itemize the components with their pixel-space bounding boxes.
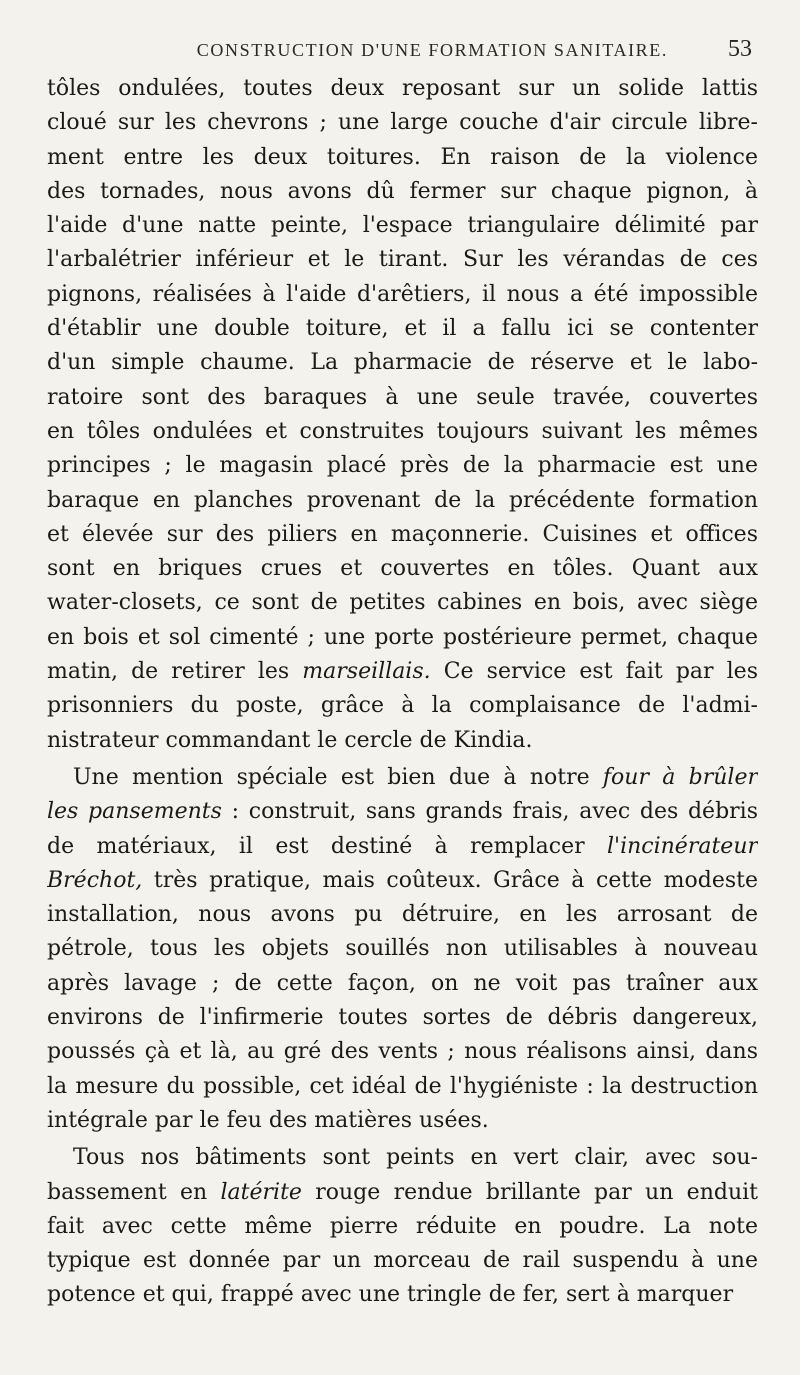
text-segment: Tous nos bâtiments sont peints en vert clair, avec sou-: [73, 1145, 758, 1171]
text-segment: typique est donnée par un morceau de rail suspendu à une: [47, 1248, 758, 1274]
text-segment: pignons, réalisées à l'aide d'arêtiers, il nous a été impossible: [47, 281, 758, 307]
text-segment: sont en briques crues et couvertes en tôles. Quant aux: [47, 556, 758, 582]
text-line: [47, 278, 758, 312]
text-line: [47, 864, 758, 898]
paragraph: [47, 72, 758, 758]
text-line: [47, 484, 758, 518]
text-line: [47, 689, 758, 723]
text-segment: intégrale par le feu des matières usées.: [47, 1107, 489, 1133]
text-line: [47, 761, 758, 795]
text-segment: en tôles ondulées et construites toujours suivant les mêmes: [47, 418, 758, 444]
text-segment: rouge rendue brillante par un enduit: [301, 1179, 758, 1205]
text-segment: l'arbalétrier inférieur et le tirant. Sur les vérandas de ces: [47, 247, 758, 273]
text-line: [47, 1104, 758, 1138]
text-segment: : construit, sans grands frais, avec des débris: [221, 799, 758, 825]
text-line: [47, 1141, 758, 1175]
text-line: [47, 655, 758, 689]
text-segment: d'établir une double toiture, et il a fallu ici se contenter: [47, 316, 758, 342]
text-segment: nistrateur commandant le cercle de Kindia.: [47, 727, 533, 753]
running-title: CONSTRUCTION D'UNE FORMATION SANITAIRE.: [196, 40, 668, 60]
text-line: [47, 381, 758, 415]
text-segment: après lavage ; de cette façon, on ne voit pas traîner aux: [47, 970, 758, 996]
text-line: [47, 932, 758, 966]
text-segment: ment entre les deux toitures. En raison de la violence: [47, 144, 758, 170]
text-line: [47, 312, 758, 346]
italic-text: Bréchot,: [47, 867, 143, 893]
text-line: [47, 518, 758, 552]
italic-text: marseillais.: [302, 659, 431, 685]
page-number: 53: [728, 36, 752, 62]
text-line: [47, 1070, 758, 1104]
text-segment: installation, nous avons pu détruire, en les arrosant de: [47, 902, 758, 928]
text-segment: très pratique, mais coûteux. Grâce à cette modeste: [142, 867, 758, 893]
text-line: [47, 724, 758, 758]
italic-text: l'incinérateur: [606, 833, 758, 859]
text-line: [47, 586, 758, 620]
text-line: [47, 415, 758, 449]
text-segment: de matériaux, il est destiné à remplacer: [47, 833, 607, 859]
paragraph: [47, 1141, 758, 1312]
text-line: [47, 552, 758, 586]
text-segment: principes ; le magasin placé près de la pharmacie est une: [47, 453, 758, 479]
text-line: [47, 621, 758, 655]
text-segment: en bois et sol cimenté ; une porte postérieure permet, chaque: [47, 624, 758, 650]
text-segment: Une mention spéciale est bien due à notre: [73, 764, 603, 790]
italic-text: four à brûler: [602, 764, 758, 790]
text-line: [47, 967, 758, 1001]
text-segment: baraque en planches provenant de la précédente formation: [47, 487, 758, 513]
text-line: [47, 346, 758, 380]
text-segment: l'aide d'une natte peinte, l'espace triangulaire délimité par: [47, 213, 758, 239]
text-segment: potence et qui, frappé avec une tringle de fer, sert à marquer: [47, 1282, 734, 1308]
text-segment: bassement en: [47, 1179, 221, 1205]
text-segment: Ce service est fait par les: [430, 659, 758, 685]
italic-text: les pansements: [47, 799, 222, 825]
text-segment: cloué sur les chevrons ; une large couche d'air circule libre-: [47, 110, 758, 136]
paragraph: [47, 761, 758, 1138]
running-head: [47, 36, 758, 70]
text-line: [47, 72, 758, 106]
text-line: [47, 175, 758, 209]
text-line: [47, 1035, 758, 1069]
text-segment: poussés çà et là, au gré des vents ; nous réalisons ainsi, dans: [47, 1039, 758, 1065]
text-line: [47, 106, 758, 140]
text-line: [47, 898, 758, 932]
text-segment: et élevée sur des piliers en maçonnerie. Cuisines et offices: [47, 521, 758, 547]
text-segment: environs de l'infirmerie toutes sortes de débris dangereux,: [47, 1005, 758, 1031]
text-line: [47, 795, 758, 829]
text-segment: ratoire sont des baraques à une seule travée, couvertes: [47, 384, 758, 410]
text-segment: des tornades, nous avons dû fermer sur chaque pignon, à: [47, 178, 758, 204]
text-line: [47, 449, 758, 483]
text-line: [47, 209, 758, 243]
text-line: [47, 1278, 758, 1312]
text-segment: tôles ondulées, toutes deux reposant sur un solide lattis: [47, 76, 758, 101]
text-line: [47, 1176, 758, 1210]
text-line: [47, 141, 758, 175]
text-line: [47, 1210, 758, 1244]
text-segment: d'un simple chaume. La pharmacie de réserve et le labo-: [47, 350, 758, 376]
text-line: [47, 830, 758, 864]
body-text: [47, 72, 758, 1313]
text-segment: fait avec cette même pierre réduite en poudre. La note: [47, 1213, 758, 1239]
text-line: [47, 243, 758, 277]
text-line: [47, 1244, 758, 1278]
italic-text: latérite: [220, 1179, 302, 1205]
text-segment: water-closets, ce sont de petites cabines en bois, avec siège: [47, 590, 758, 616]
text-segment: matin, de retirer les: [47, 659, 303, 685]
text-segment: pétrole, tous les objets souillés non utilisables à nouveau: [47, 936, 758, 962]
text-segment: la mesure du possible, cet idéal de l'hygiéniste : la destruction: [47, 1073, 758, 1099]
text-line: [47, 1001, 758, 1035]
text-segment: prisonniers du poste, grâce à la complaisance de l'admi-: [47, 693, 758, 719]
